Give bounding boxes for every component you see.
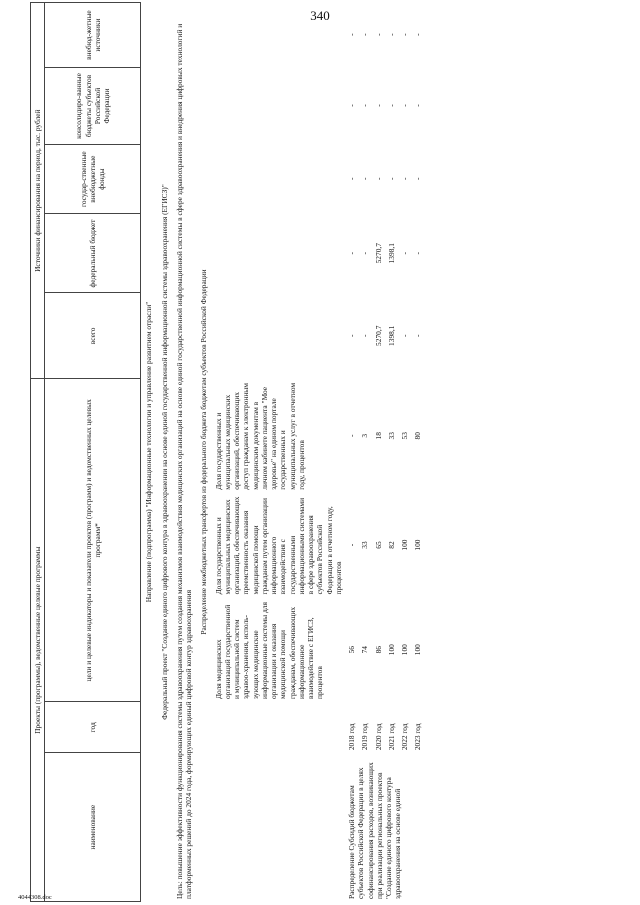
year-cell: 2020 год — [373, 723, 383, 751]
indicator-2-value: 82 — [386, 541, 396, 549]
federal-header: федеральный бюджет — [45, 214, 141, 293]
indicator-3-value: 53 — [400, 432, 409, 440]
extrabudget-value: - — [360, 33, 370, 36]
document-id: 4044308.doc — [18, 894, 52, 901]
data-table — [212, 2, 425, 902]
indicator-1-value: 74 — [360, 646, 370, 654]
indicator-2-value: 65 — [373, 541, 383, 549]
total-value: - — [413, 334, 423, 337]
federal-value: - — [347, 251, 356, 255]
state-funds-value: - — [400, 177, 409, 181]
state-funds-value: - — [386, 177, 396, 181]
total-value: 1398,1 — [386, 325, 396, 346]
total-value: - — [347, 334, 356, 337]
funding-header: Источники финансирования на период, тыс. рублей — [31, 3, 45, 379]
programs-table — [30, 2, 141, 902]
consolidated-header: консолидиро-ванные бюджеты субъектов Российской Федерации — [45, 68, 141, 145]
federal-value: - — [360, 251, 370, 255]
indicator-3-value: 80 — [413, 432, 423, 440]
federal-value: - — [400, 251, 409, 255]
rotated-table-canvas — [30, 2, 628, 902]
indicator-1-value: 86 — [373, 646, 383, 654]
programs-header: Проекты (программы), ведомственные целевые программы — [31, 379, 45, 902]
federal-value: 1398,1 — [386, 243, 396, 264]
indicator-3-text: Доля государственных и муниципальных медицинских организаций, обеспечивающих доступ гражданам к электронным медицинским документам в личном кабинете пациента "Мое здоровье" на едином портале государственных и муниципальных услуг в отчетном году, процентов — [213, 382, 306, 490]
federal-value: 5270,7 — [373, 243, 383, 264]
direction-title: Направление (подпрограмма) "Информационные технологии и управление развитием отрасли" — [144, 301, 154, 603]
project-title: Федеральный проект "Создание единого цифрового контура в здравоохранении на основе единой государственной информационной системы здравоохранения (ЕГИСЗ)" — [159, 184, 169, 720]
year-cell: 2018 год — [347, 723, 356, 751]
indicator-2-text: Доля государственных и муниципальных медицинских организаций, обеспечивающих преемственность оказания медицинской помощи гражданам путем организации информационного взаимодействия с государственными информационными системами в сфере здравоохранения субъектов Российской Федерации в отчетном году, процентов — [213, 496, 343, 595]
indicator-1-value: 100 — [386, 644, 396, 656]
indicator-2-value: 33 — [360, 541, 370, 549]
year-cell: 2022 год — [400, 723, 409, 751]
page-number: 340 — [310, 8, 330, 23]
extrabudget-value: - — [373, 33, 383, 36]
state-funds-value: - — [413, 177, 423, 181]
state-funds-header: государ-ственные внебюджетные фонды — [45, 144, 141, 214]
year-cell: 2019 год — [360, 723, 370, 751]
consolidated-value: - — [386, 104, 396, 107]
indicator-2-value: 100 — [413, 539, 423, 551]
extrabudget-value: - — [413, 33, 423, 36]
name-header: наименование — [45, 753, 141, 902]
year-cell: 2023 год — [413, 723, 423, 751]
total-header: всего — [45, 293, 141, 379]
goal-text: Цель: повышение эффективности функционирования системы здравоохранения путем создания механизмов взаимодействия медицинских организаций на основе единой государственной информационной системы в сфере здравоохранения и внедрения цифровых технологий и платформенных решений до 2024 года, формирующих единый цифровой контур здравоохранения — [174, 23, 193, 899]
consolidated-value: - — [347, 104, 356, 107]
total-value: 5270,7 — [373, 325, 383, 346]
total-value: - — [400, 334, 409, 337]
indicator-3-value: - — [347, 434, 356, 437]
indicator-3-value: 33 — [386, 432, 396, 440]
state-funds-value: - — [360, 177, 370, 181]
extrabudget-value: - — [347, 33, 356, 36]
indicator-3-value: 3 — [360, 433, 370, 438]
consolidated-value: - — [360, 104, 370, 107]
year-cell: 2021 год — [386, 723, 396, 751]
consolidated-value: - — [413, 104, 423, 107]
indicator-1-text: Доля медицинских организаций государственной и муниципальной систем здравоо-хранения, исполь-зующих медицинские информационные системы для организации и оказания медицинской помощи гражданам, обеспечивающих информационное взаимодействие с ЕГИСЗ, процентов — [213, 602, 325, 700]
consolidated-value: - — [400, 104, 409, 107]
indicators-header: цели и целевые индикаторы и показатели проектов (программ) и ведомственных целевых программ* — [45, 379, 141, 702]
indicator-1-value: 100 — [400, 644, 409, 656]
year-header: год — [45, 702, 141, 753]
total-value: - — [360, 334, 370, 337]
indicator-3-value: 18 — [373, 432, 383, 440]
federal-value: - — [413, 251, 423, 255]
state-funds-value: - — [373, 177, 383, 181]
extrabudget-value: - — [386, 33, 396, 36]
extrabudget-header: внебюд-жетные источники — [45, 3, 141, 68]
indicator-1-value: 100 — [413, 644, 423, 656]
state-funds-value: - — [347, 177, 356, 181]
indicator-2-value: 100 — [400, 539, 409, 551]
extrabudget-value: - — [400, 33, 409, 36]
sections-block — [141, 2, 211, 902]
distribution-title: Распределение межбюджетных трансфертов из федерального бюджета бюджетам субъектов Российской Федерации — [199, 269, 209, 635]
consolidated-value: - — [373, 104, 383, 107]
indicator-1-value: 56 — [347, 646, 356, 654]
row-name: Распределение Субсидий бюджетам субъектов Российской Федерации в целях софинансирования расходов, возникающих при реализации региональных проектов "Создание единого цифрового контура здравоохранения на основе единой — [347, 762, 403, 899]
indicator-2-value: - — [347, 543, 356, 547]
